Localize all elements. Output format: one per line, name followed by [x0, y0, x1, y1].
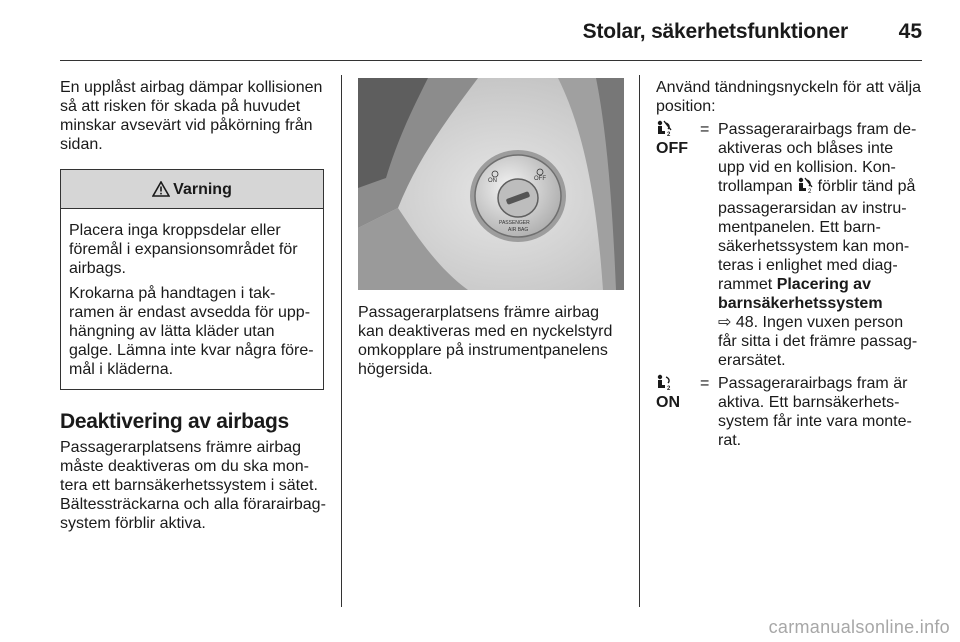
definition-text: förblir tänd på passagerarsidan av instru-mentpanelen. Ett barn-säkerhetssystem kan mon-teras i enlighet med diag-rammet	[718, 178, 916, 293]
photo-label-on: ON	[488, 178, 497, 184]
warning-label: Varning	[173, 180, 232, 198]
definition-term-on: ON	[656, 394, 680, 411]
equals-sign: =	[700, 375, 710, 392]
column-middle	[358, 78, 624, 379]
airbag-switch-photo	[358, 78, 624, 290]
photo-label-off: OFF	[534, 176, 546, 182]
airbag-switch-illustration	[358, 78, 624, 290]
page-number: 45	[898, 20, 922, 43]
section-heading: Deaktivering av airbags	[60, 410, 289, 433]
definition-text: Passagerarairbags fram de-aktiveras och blåses inte upp vid en kollision. Kon-trollampan	[718, 121, 917, 195]
definition-text: Passagerarairbags fram är aktiva. Ett barnsäkerhets-system får inte vara monte-rat.	[718, 375, 912, 449]
svg-text:2: 2	[808, 189, 812, 194]
warning-paragraph: Krokarna på handtagen i tak-ramen är endast avsedda för upp-hängning av lätta kläder utan galge. Lämna inte kvar några före-mål i kläderna.	[69, 285, 314, 378]
warning-box	[60, 169, 324, 390]
arrow-reference-icon: ⇨	[718, 314, 732, 331]
airbag-off-icon	[656, 120, 700, 139]
warning-body	[61, 209, 323, 389]
watermark: carmanualsonline.info	[768, 617, 950, 637]
column-right	[656, 78, 922, 450]
intro-paragraph: En upplåst airbag dämpar kollisionen så att risken för skada på huvudet minskar avsevärt vid påkörning från sidan.	[60, 79, 323, 153]
warning-paragraph: Placera inga kroppsdelar eller föremål i expansionsområdet för airbags.	[69, 222, 298, 277]
definition-off	[656, 120, 922, 370]
column-divider	[639, 75, 640, 607]
photo-label-passenger: PASSENGER	[499, 220, 530, 226]
definition-term-off: OFF	[656, 140, 688, 157]
airbag-on-icon	[656, 374, 700, 393]
column-left	[60, 78, 326, 533]
photo-caption: Passagerarplatsens främre airbag kan deaktiveras med en nyckelstyrd omkopplare på instrumentpanelens högersida.	[358, 304, 613, 378]
airbag-off-icon	[797, 177, 813, 199]
warning-header	[61, 170, 323, 209]
section-body: Passagerarplatsens främre airbag måste deaktiveras om du ska mon-tera ett barnsäkerhetssystem i sätet. Bältessträckarna och alla förarairbag-system förblir aktiva.	[60, 439, 326, 532]
equals-sign: =	[700, 121, 710, 138]
column-divider	[341, 75, 342, 607]
photo-label-air-bag: AIR BAG	[508, 227, 529, 233]
definition-on	[656, 374, 922, 450]
svg-text:2: 2	[667, 132, 671, 137]
page-header	[60, 0, 922, 61]
svg-text:2: 2	[667, 386, 671, 391]
warning-triangle-icon	[152, 181, 170, 197]
definition-text: 48. Ingen vuxen person får sitta i det främre passag-erarsätet.	[718, 314, 918, 369]
page-title: Stolar, säkerhetsfunktioner	[582, 20, 848, 43]
cross-reference-link[interactable]: Placering av barnsäkerhetssystem	[718, 276, 883, 312]
position-intro: Använd tändningsnyckeln för att välja position:	[656, 79, 922, 115]
